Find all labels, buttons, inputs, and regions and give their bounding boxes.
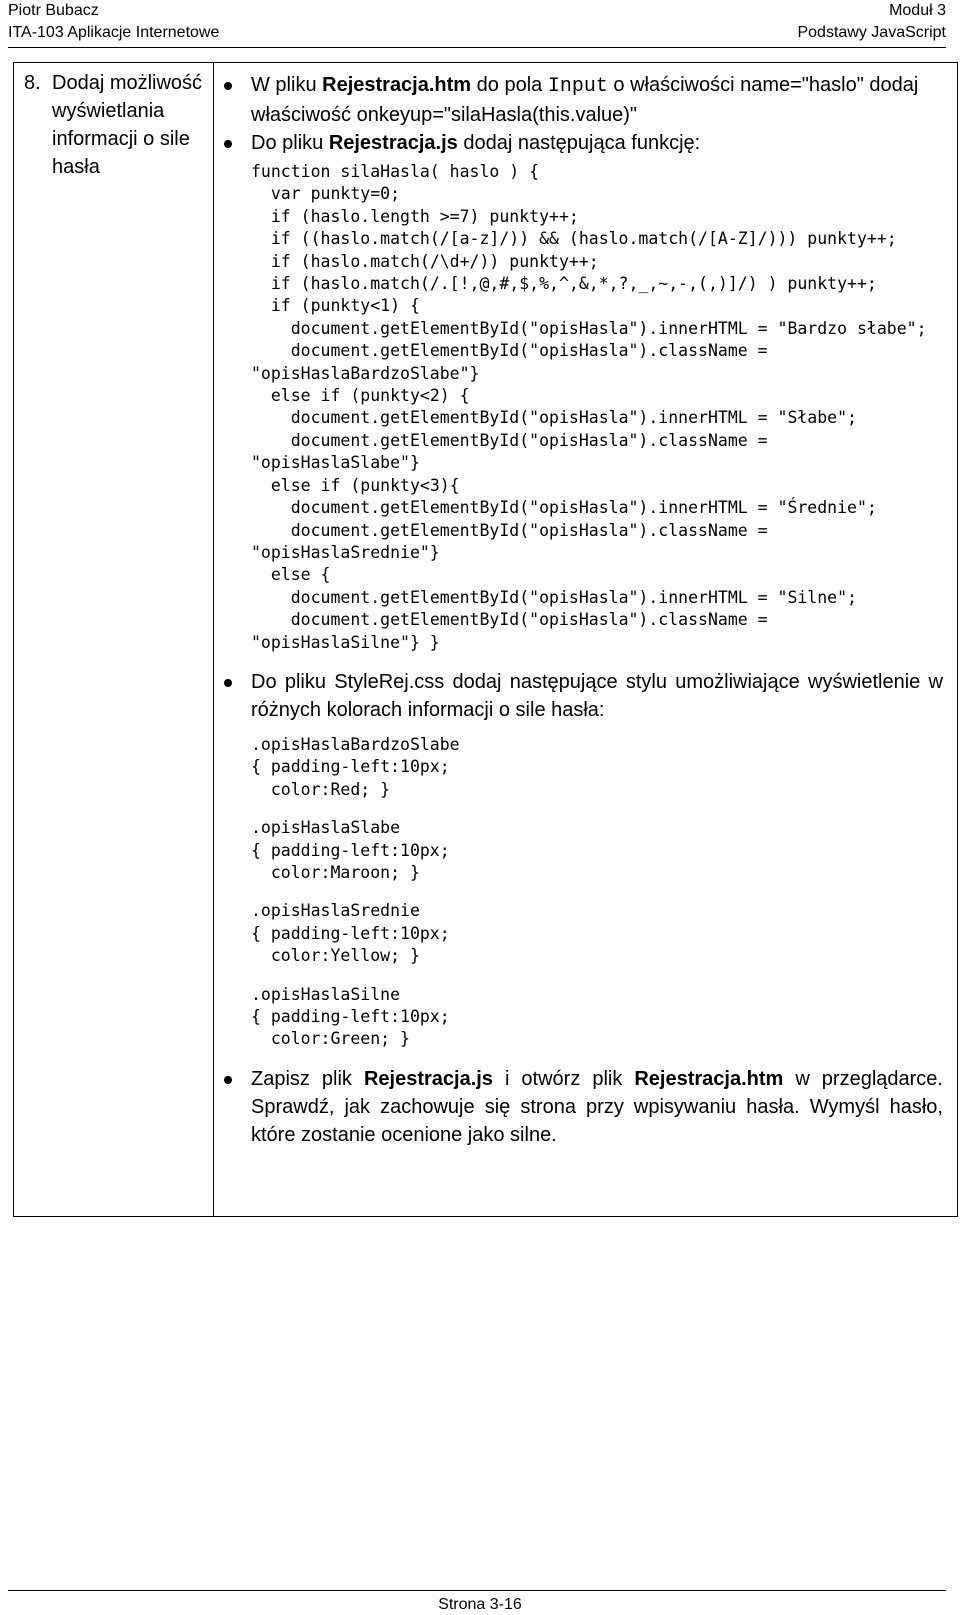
step-text: W pliku <box>251 74 323 96</box>
bullet-icon <box>224 679 232 687</box>
step-text: Zapisz plik <box>251 1067 364 1090</box>
css-block: .opisHaslaSrednie { padding-left:10px; color:Yellow; } <box>251 901 450 966</box>
header-divider <box>8 47 946 48</box>
step-text: dodaj następująca funkcję: <box>457 132 701 154</box>
step-text: i otwórz plik <box>492 1067 635 1090</box>
header-author: Piotr Bubacz <box>8 2 99 19</box>
page-number: Strona 3-16 <box>438 1596 522 1613</box>
header-left <box>8 0 219 44</box>
bullet-icon <box>224 140 232 148</box>
code-block-function: function silaHasla( haslo ) { var punkty=0; if (haslo.length >=7) punkty++; if ((haslo.match(/[a-z]/)) && (haslo.match(/[A-Z]/))) punkty++; if (haslo.match(/\d+/)) punkty++; if (haslo.match(/.[!,@,#,$,%,^,&,*,?,_,~,-,(,)]/) ) punkty++; if (punkty<1) { document.getElementById("opisHasla").innerHTML = "Bardzo słabe"; document.getElementById("opisHasla").className = "opisHaslaBardzoSlabe"} else if (punkty<2) { document.getElementById("opisHasla").innerHTML = "Słabe"; document.getElementById("opisHasla").className = "opisHaslaSlabe"} else if (punkty<3){ document.getElementById("opisHasla").innerHTML = "Średnie"; document.getElementById("opisHasla").className = "opisHaslaSrednie"} else { document.getElementById("opisHasla").innerHTML = "Silne"; document.getElementById("opisHasla").className = "opisHaslaSilne"} } <box>251 162 927 652</box>
bullet-icon <box>224 1076 232 1084</box>
file-name: Rejestracja.js <box>328 132 458 154</box>
header-topic: Podstawy JavaScript <box>797 24 946 41</box>
step-text: o właściwości name="haslo" dodaj właściwość onkeyup="silaHasla(this.value)" <box>251 74 919 126</box>
css-block: .opisHaslaSlabe { padding-left:10px; color:Maroon; } <box>251 818 450 882</box>
css-block: .opisHaslaBardzoSlabe { padding-left:10px; color:Red; } <box>251 734 460 799</box>
step-text: Do pliku StyleRej.css dodaj następujące stylu umożliwiające wyświetlenie w różnych kolorach informacji o sile hasła: <box>251 670 943 721</box>
file-name: Rejestracja.js <box>363 1067 493 1090</box>
exercise-table <box>13 62 958 1217</box>
file-name: Rejestracja.htm <box>322 74 472 96</box>
task-cell <box>14 63 214 1216</box>
task-title: Dodaj możliwość wyświetlania informacji o sile hasła <box>52 72 203 178</box>
header-right <box>797 0 946 44</box>
tag-name: Input <box>547 75 608 98</box>
task-number: 8. <box>24 72 41 94</box>
step-text: Do pliku <box>251 132 329 154</box>
file-name: Rejestracja.htm <box>634 1067 784 1090</box>
step-text: w przeglądarce. Sprawdź, jak zachowuje się strona przy wpisywaniu hasła. Wymyśl hasło, które zostanie ocenione jako silne. <box>251 1067 943 1146</box>
step-text: do pola <box>471 74 548 96</box>
step-item <box>214 668 943 724</box>
footer-divider <box>8 1590 946 1591</box>
header-module: Moduł 3 <box>889 2 946 19</box>
bullet-icon <box>224 82 232 90</box>
header-course: ITA-103 Aplikacje Internetowe <box>8 24 220 41</box>
step-item <box>214 129 943 157</box>
page-header <box>8 0 946 50</box>
css-block: .opisHaslaSilne { padding-left:10px; color:Green; } <box>251 984 450 1049</box>
step-item <box>214 71 943 129</box>
steps-cell <box>214 63 957 1149</box>
step-item <box>214 1065 943 1149</box>
